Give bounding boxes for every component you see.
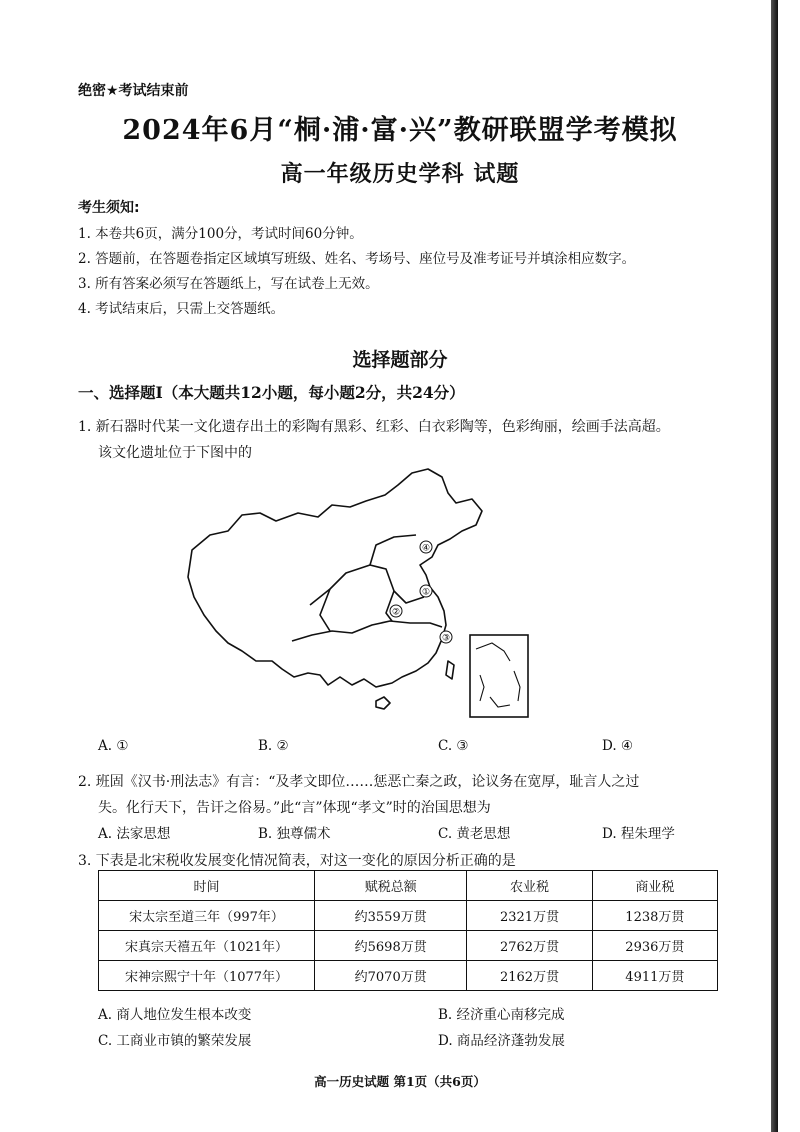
- notice-item: 4. 考试结束后，只需上交答题纸。: [78, 301, 285, 317]
- hainan-island: [376, 697, 390, 709]
- q1-stem-line1: 1. 新石器时代某一文化遗存出土的彩陶有黑彩、红彩、白衣彩陶等，色彩绚丽，绘画手法高超。: [78, 419, 670, 435]
- table-header-row: [99, 871, 718, 901]
- map-marker: ③: [441, 633, 451, 644]
- table-row: [99, 961, 718, 991]
- table-cell: 宋神宗熙宁十年（1077年）: [99, 961, 315, 991]
- exam-title: 2024年6月“桐·浦·富·兴”教研联盟学考模拟: [122, 115, 678, 146]
- table-header-cell: 赋税总额: [315, 871, 467, 901]
- yellow-river: [310, 565, 424, 605]
- table-cell: 2321万贯: [467, 901, 592, 931]
- q2-option-a: A. 法家思想: [98, 826, 171, 842]
- china-map: [180, 465, 540, 725]
- q2-option-c: C. 黄老思想: [438, 826, 511, 842]
- taiwan-island: [446, 661, 454, 679]
- q1-option-b: B. ②: [258, 738, 289, 754]
- table-header-cell: 商业税: [592, 871, 717, 901]
- notice-item: 2. 答题前，在答题卷指定区域填写班级、姓名、考场号、座位号及准考证号并填涂相应数字。: [78, 251, 636, 267]
- table-cell: 1238万贯: [592, 901, 717, 931]
- map-marker: ①: [421, 587, 431, 598]
- q1-option-d: D. ④: [602, 738, 634, 754]
- yangtze-river: [292, 621, 442, 641]
- q2-stem-line1: 2. 班固《汉书·刑法志》有言：“及孝文即位……惩恶亡秦之政，论议务在宽厚，耻言人之过: [78, 774, 640, 790]
- table-cell: 约5698万贯: [315, 931, 467, 961]
- tax-table: [98, 870, 718, 991]
- table-cell: 4911万贯: [592, 961, 717, 991]
- q3-option-d: D. 商品经济蓬勃发展: [438, 1033, 565, 1049]
- table-cell: 约3559万贯: [315, 901, 467, 931]
- q3-option-b: B. 经济重心南移完成: [438, 1007, 565, 1023]
- table-row: [99, 901, 718, 931]
- table-row: [99, 931, 718, 961]
- table-cell: 2762万贯: [467, 931, 592, 961]
- table-cell: 宋真宗天禧五年（1021年）: [99, 931, 315, 961]
- q3-option-c: C. 工商业市镇的繁荣发展: [98, 1033, 252, 1049]
- q3-option-a: A. 商人地位发生根本改变: [98, 1007, 252, 1023]
- part-heading: 一、选择题Ⅰ（本大题共12小题，每小题2分，共24分）: [78, 383, 465, 402]
- map-marker: ④: [421, 543, 431, 554]
- exam-subtitle: 高一年级历史学科 试题: [280, 161, 520, 187]
- q2-stem-line2: 失。化行天下，告讦之俗易。”此“言”体现“孝文”时的治国思想为: [98, 800, 491, 816]
- table-cell: 约7070万贯: [315, 961, 467, 991]
- page-footer: 高一历史试题 第1页（共6页）: [314, 1074, 486, 1089]
- q1-option-a: A. ①: [98, 738, 129, 754]
- q1-option-c: C. ③: [438, 738, 469, 754]
- q3-stem: 3. 下表是北宋税收发展变化情况简表，对这一变化的原因分析正确的是: [78, 853, 516, 869]
- q2-option-d: D. 程朱理学: [602, 826, 675, 842]
- table-header-cell: 农业税: [467, 871, 592, 901]
- table-header-cell: 时间: [99, 871, 315, 901]
- table-cell: 2936万贯: [592, 931, 717, 961]
- notice-item: 3. 所有答案必须写在答题纸上，写在试卷上无效。: [78, 276, 379, 292]
- table-cell: 2162万贯: [467, 961, 592, 991]
- china-outline: [188, 469, 482, 687]
- secret-label: 绝密★考试结束前: [78, 83, 189, 99]
- table-cell: 宋太宗至道三年（997年）: [99, 901, 315, 931]
- q1-stem-line2: 该文化遗址位于下图中的: [98, 445, 252, 461]
- q2-option-b: B. 独尊儒术: [258, 826, 331, 842]
- province-line: [370, 535, 416, 565]
- notice-item: 1. 本卷共6页，满分100分，考试时间60分钟。: [78, 226, 363, 242]
- map-marker: ②: [391, 607, 401, 618]
- notice-heading: 考生须知:: [78, 200, 140, 216]
- section-title: 选择题部分: [352, 349, 448, 371]
